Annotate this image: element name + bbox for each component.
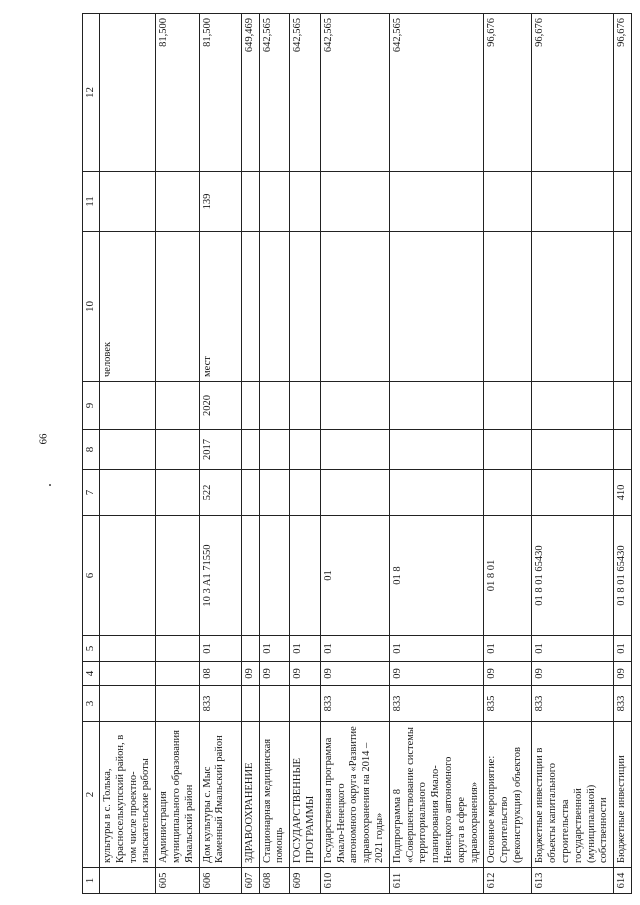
budget-table bbox=[82, 13, 632, 894]
row-name-cell: Дом культуры с. Мыс Каменный Ямальский район bbox=[199, 722, 241, 868]
table-cell bbox=[241, 430, 259, 470]
table-cell: 01 bbox=[320, 636, 389, 662]
table-cell bbox=[320, 172, 389, 232]
table-row bbox=[532, 14, 614, 894]
rotated-table-area bbox=[82, 14, 628, 894]
page-number: 66 bbox=[37, 433, 50, 445]
header-cell: 8 bbox=[83, 430, 100, 470]
table-cell bbox=[156, 430, 199, 470]
table-cell bbox=[100, 14, 156, 172]
table-cell bbox=[290, 382, 321, 430]
row-number-cell: 608 bbox=[259, 868, 290, 894]
header-cell: 11 bbox=[83, 172, 100, 232]
table-cell: 96,676 bbox=[532, 14, 614, 172]
row-name-cell: культуры в с. Толька, Красноселькупский район, в том числе проектно-изыскательские работы bbox=[100, 722, 156, 868]
table-cell: 642,565 bbox=[259, 14, 290, 172]
table-cell: 09 bbox=[290, 662, 321, 686]
row-number-cell: 611 bbox=[389, 868, 484, 894]
table-cell bbox=[259, 470, 290, 516]
table-row bbox=[199, 14, 241, 894]
table-cell: мест bbox=[199, 232, 241, 382]
row-number-cell: 614 bbox=[614, 868, 632, 894]
scan-speck bbox=[49, 484, 51, 486]
table-cell: 01 bbox=[484, 636, 532, 662]
table-cell: 09 bbox=[389, 662, 484, 686]
table-cell: 96,676 bbox=[484, 14, 532, 172]
row-name-cell: Администрация муниципального образования Ямальский район bbox=[156, 722, 199, 868]
table-cell bbox=[614, 232, 632, 382]
table-row bbox=[320, 14, 389, 894]
table-cell bbox=[156, 232, 199, 382]
row-name-cell: Государственная программа Ямало-Ненецкого автономного округа «Развитие здравоохранения на 2014 – 2021 годы» bbox=[320, 722, 389, 868]
table-cell bbox=[100, 686, 156, 722]
table-cell bbox=[290, 430, 321, 470]
table-cell bbox=[156, 686, 199, 722]
table-cell bbox=[484, 232, 532, 382]
table-cell: 96,676 bbox=[614, 14, 632, 172]
table-cell bbox=[484, 430, 532, 470]
table-cell bbox=[290, 516, 321, 636]
table-cell bbox=[320, 382, 389, 430]
table-cell bbox=[532, 382, 614, 430]
table-row bbox=[614, 14, 632, 894]
table-cell: 410 bbox=[614, 470, 632, 516]
table-cell bbox=[614, 430, 632, 470]
table-cell: 01 8 bbox=[389, 516, 484, 636]
table-cell bbox=[241, 470, 259, 516]
table-cell bbox=[290, 470, 321, 516]
table-cell: 642,565 bbox=[290, 14, 321, 172]
table-cell bbox=[241, 172, 259, 232]
table-cell: 139 bbox=[199, 172, 241, 232]
table-cell bbox=[259, 172, 290, 232]
table-cell: 833 bbox=[389, 686, 484, 722]
table-cell: 649,469 bbox=[241, 14, 259, 172]
table-cell bbox=[241, 686, 259, 722]
table-cell bbox=[320, 232, 389, 382]
table-cell: 2017 bbox=[199, 430, 241, 470]
table-cell: 09 bbox=[241, 662, 259, 686]
table-cell: 81,500 bbox=[156, 14, 199, 172]
table-cell: 81,500 bbox=[199, 14, 241, 172]
table-cell: 522 bbox=[199, 470, 241, 516]
table-cell: 01 bbox=[259, 636, 290, 662]
table-wrapper bbox=[82, 14, 628, 894]
table-cell bbox=[320, 430, 389, 470]
table-cell: 09 bbox=[484, 662, 532, 686]
table-cell bbox=[259, 430, 290, 470]
table-cell: 01 8 01 65430 bbox=[614, 516, 632, 636]
row-name-cell: Бюджетные инвестиции в объекты капитального строительства государственной (муниципальной) собственности bbox=[532, 722, 614, 868]
table-cell: 01 bbox=[290, 636, 321, 662]
table-cell: 09 bbox=[259, 662, 290, 686]
table-cell: 09 bbox=[320, 662, 389, 686]
table-cell: 642,565 bbox=[320, 14, 389, 172]
header-cell: 5 bbox=[83, 636, 100, 662]
row-name-cell: Бюджетные инвестиции bbox=[614, 722, 632, 868]
table-cell: 01 8 01 bbox=[484, 516, 532, 636]
table-row bbox=[290, 14, 321, 894]
table-cell: 01 8 01 65430 bbox=[532, 516, 614, 636]
table-cell bbox=[100, 662, 156, 686]
header-cell: 3 bbox=[83, 686, 100, 722]
table-cell bbox=[614, 172, 632, 232]
table-cell bbox=[100, 636, 156, 662]
row-number-cell: 613 bbox=[532, 868, 614, 894]
table-body bbox=[100, 14, 632, 894]
table-cell bbox=[484, 382, 532, 430]
table-cell: 835 bbox=[484, 686, 532, 722]
table-row bbox=[156, 14, 199, 894]
table-cell: человек bbox=[100, 232, 156, 382]
header-cell: 9 bbox=[83, 382, 100, 430]
table-cell: 08 bbox=[199, 662, 241, 686]
table-cell bbox=[156, 662, 199, 686]
table-header-row bbox=[83, 14, 100, 894]
row-number-cell: 612 bbox=[484, 868, 532, 894]
table-cell bbox=[241, 232, 259, 382]
table-cell bbox=[532, 172, 614, 232]
row-name-cell: ГОСУДАРСТВЕННЫЕ ПРОГРАММЫ bbox=[290, 722, 321, 868]
table-cell bbox=[100, 470, 156, 516]
table-cell: 2020 bbox=[199, 382, 241, 430]
table-cell: 10 3 A1 71550 bbox=[199, 516, 241, 636]
table-cell bbox=[241, 636, 259, 662]
table-cell bbox=[484, 470, 532, 516]
table-cell: 642,565 bbox=[389, 14, 484, 172]
table-cell: 09 bbox=[532, 662, 614, 686]
table-cell: 833 bbox=[199, 686, 241, 722]
header-cell: 12 bbox=[83, 14, 100, 172]
table-cell bbox=[100, 382, 156, 430]
table-cell: 01 bbox=[614, 636, 632, 662]
table-cell bbox=[100, 430, 156, 470]
row-number-cell bbox=[100, 868, 156, 894]
table-cell: 01 bbox=[199, 636, 241, 662]
table-cell bbox=[614, 382, 632, 430]
table-cell bbox=[156, 172, 199, 232]
row-number-cell: 606 bbox=[199, 868, 241, 894]
table-row bbox=[100, 14, 156, 894]
row-number-cell: 605 bbox=[156, 868, 199, 894]
table-cell bbox=[389, 382, 484, 430]
row-name-cell: Основное мероприятие: Строительство (реконструкция) объектов bbox=[484, 722, 532, 868]
header-cell: 6 bbox=[83, 516, 100, 636]
table-cell bbox=[389, 470, 484, 516]
table-cell bbox=[156, 470, 199, 516]
row-name-cell: Стационарная медицинская помощь bbox=[259, 722, 290, 868]
table-cell: 833 bbox=[532, 686, 614, 722]
table-cell: 833 bbox=[614, 686, 632, 722]
table-cell bbox=[100, 516, 156, 636]
table-cell bbox=[389, 430, 484, 470]
table-cell bbox=[156, 516, 199, 636]
table-cell bbox=[484, 172, 532, 232]
table-cell bbox=[532, 430, 614, 470]
table-cell: 01 bbox=[389, 636, 484, 662]
row-name-cell: ЗДРАВООХРАНЕНИЕ bbox=[241, 722, 259, 868]
row-number-cell: 607 bbox=[241, 868, 259, 894]
table-cell bbox=[259, 686, 290, 722]
table-cell: 01 bbox=[532, 636, 614, 662]
table-cell bbox=[156, 382, 199, 430]
table-cell bbox=[532, 470, 614, 516]
table-cell bbox=[389, 232, 484, 382]
table-cell bbox=[156, 636, 199, 662]
table-row bbox=[389, 14, 484, 894]
table-cell bbox=[290, 172, 321, 232]
table-cell bbox=[241, 382, 259, 430]
table-cell bbox=[259, 232, 290, 382]
table-cell bbox=[532, 232, 614, 382]
row-number-cell: 610 bbox=[320, 868, 389, 894]
table-cell bbox=[290, 686, 321, 722]
header-cell: 1 bbox=[83, 868, 100, 894]
table-cell: 01 bbox=[320, 516, 389, 636]
table-row bbox=[259, 14, 290, 894]
table-cell bbox=[290, 232, 321, 382]
table-cell bbox=[241, 516, 259, 636]
table-cell bbox=[100, 172, 156, 232]
row-number-cell: 609 bbox=[290, 868, 321, 894]
table-row bbox=[241, 14, 259, 894]
header-cell: 7 bbox=[83, 470, 100, 516]
table-cell bbox=[259, 516, 290, 636]
row-name-cell: Подпрограмма 8 «Совершенствование системы территориального планирования Ямало-Ненецкого автономного округа в сфере здравоохранения» bbox=[389, 722, 484, 868]
header-cell: 2 bbox=[83, 722, 100, 868]
table-row bbox=[484, 14, 532, 894]
header-cell: 10 bbox=[83, 232, 100, 382]
table-cell bbox=[320, 470, 389, 516]
table-cell: 833 bbox=[320, 686, 389, 722]
table-cell: 09 bbox=[614, 662, 632, 686]
table-cell bbox=[389, 172, 484, 232]
header-cell: 4 bbox=[83, 662, 100, 686]
table-cell bbox=[259, 382, 290, 430]
